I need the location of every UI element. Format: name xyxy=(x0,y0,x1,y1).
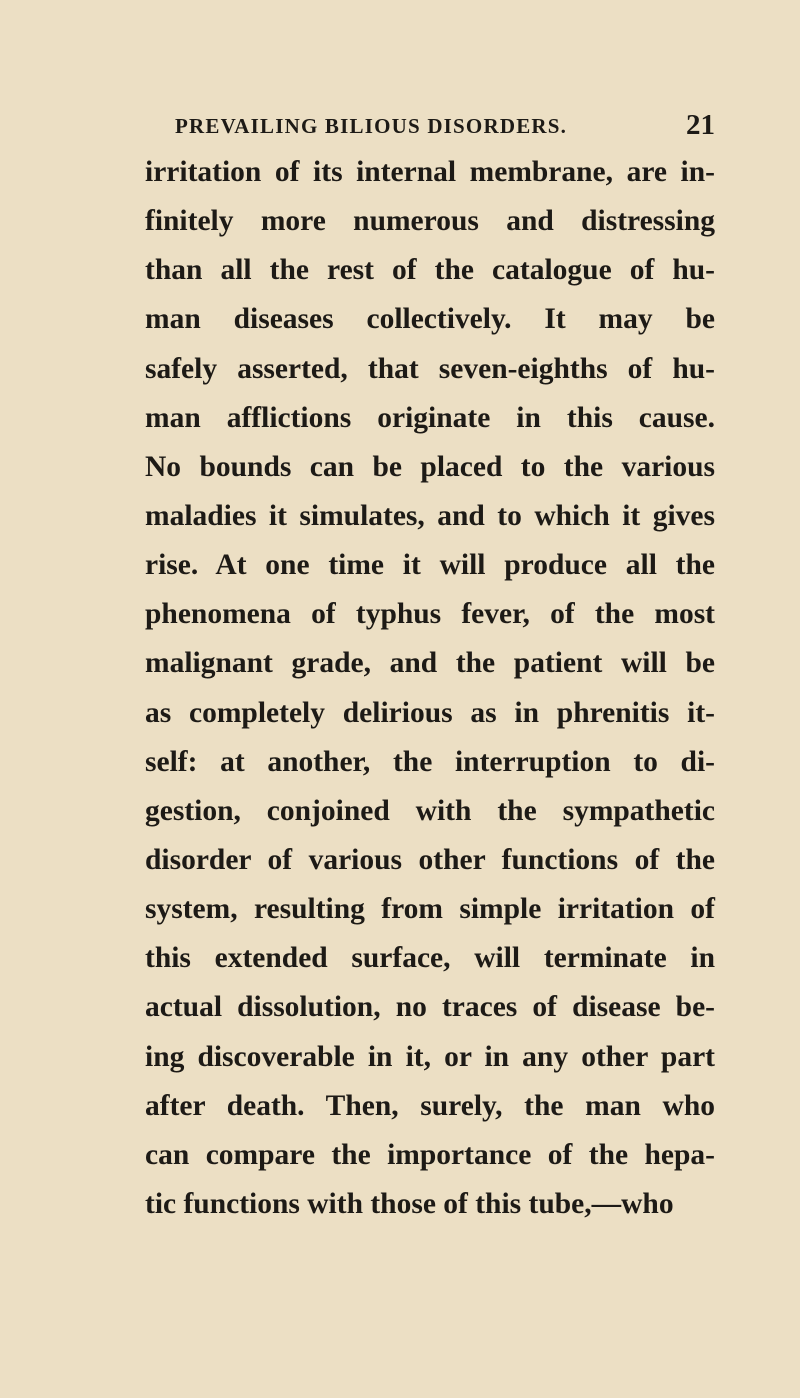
body-text xyxy=(145,148,715,1229)
text-line: malignant grade, and the patient will be xyxy=(145,647,715,680)
text-line: finitely more numerous and distressing xyxy=(145,205,715,238)
text-line: tic functions with those of this tube,—who xyxy=(145,1187,674,1220)
text-line: as completely delirious as in phrenitis it- xyxy=(145,696,715,729)
text-line: ing discoverable in it, or in any other part xyxy=(145,1040,715,1073)
page-number: 21 xyxy=(686,109,715,141)
text-line: irritation of its internal membrane, are in- xyxy=(145,156,715,188)
running-title: PREVAILING BILIOUS DISORDERS. xyxy=(175,114,568,138)
text-line: this extended surface, will terminate in xyxy=(145,942,715,975)
text-line: safely asserted, that seven-eighths of hu- xyxy=(145,352,715,385)
text-line: self: at another, the interruption to di- xyxy=(145,745,715,778)
text-line: can compare the importance of the hepa- xyxy=(145,1138,715,1171)
text-line: system, resulting from simple irritation of xyxy=(145,893,715,926)
text-line: man diseases collectively. It may be xyxy=(145,303,715,336)
text-line: actual dissolution, no traces of disease be- xyxy=(145,991,715,1024)
text-line: rise. At one time it will produce all the xyxy=(145,549,715,582)
text-line: disorder of various other functions of the xyxy=(145,843,715,876)
text-line: man afflictions originate in this cause. xyxy=(145,401,715,434)
text-line: after death. Then, surely, the man who xyxy=(145,1089,715,1122)
text-line: maladies it simulates, and to which it gives xyxy=(145,499,715,532)
running-head xyxy=(175,111,715,141)
text-line: phenomena of typhus fever, of the most xyxy=(145,598,715,631)
text-line: than all the rest of the catalogue of hu- xyxy=(145,254,715,287)
text-line: gestion, conjoined with the sympathetic xyxy=(145,794,715,827)
text-line: No bounds can be placed to the various xyxy=(145,450,715,483)
